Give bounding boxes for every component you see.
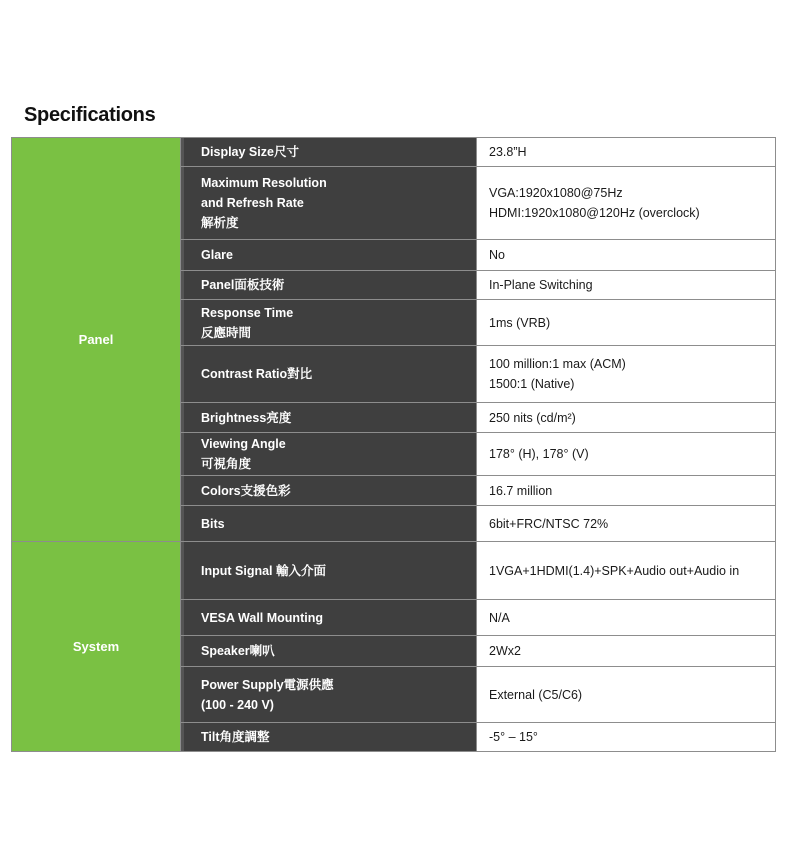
group-system	[12, 542, 775, 751]
spec-value: 1VGA+1HDMI(1.4)+SPK+Audio out+Audio in	[477, 542, 775, 599]
spec-row	[181, 636, 775, 667]
category-label: Panel	[12, 138, 181, 541]
spec-value: 2Wx2	[477, 636, 775, 666]
spec-value: 1ms (VRB)	[477, 300, 775, 345]
spec-row	[181, 403, 775, 433]
page-title: Specifications	[24, 104, 156, 126]
spec-row	[181, 240, 775, 271]
spec-row	[181, 300, 775, 346]
spec-label: Tilt角度調整	[181, 723, 477, 751]
group-panel	[12, 138, 775, 542]
spec-value: VGA:1920x1080@75Hz HDMI:1920x1080@120Hz (overclock)	[477, 167, 775, 239]
category-label: System	[12, 542, 181, 751]
spec-value: External (C5/C6)	[477, 667, 775, 722]
spec-label: Maximum Resolution and Refresh Rate 解析度	[181, 167, 477, 239]
spec-label: Input Signal 輸入介面	[181, 542, 477, 599]
specifications-table	[11, 137, 776, 752]
spec-label: Power Supply電源供應 (100 - 240 V)	[181, 667, 477, 722]
spec-label: Response Time 反應時間	[181, 300, 477, 345]
spec-value: N/A	[477, 600, 775, 635]
spec-value: 100 million:1 max (ACM) 1500:1 (Native)	[477, 346, 775, 402]
spec-value: -5° – 15°	[477, 723, 775, 751]
spec-label: Contrast Ratio對比	[181, 346, 477, 402]
spec-label: Brightness亮度	[181, 403, 477, 432]
spec-value: 23.8”H	[477, 138, 775, 166]
spec-label: Speaker喇叭	[181, 636, 477, 666]
spec-label: Display Size尺寸	[181, 138, 477, 166]
spec-label: VESA Wall Mounting	[181, 600, 477, 635]
spec-row	[181, 723, 775, 751]
spec-label: Colors支援色彩	[181, 476, 477, 505]
spec-label: Glare	[181, 240, 477, 270]
spec-row	[181, 138, 775, 167]
spec-row	[181, 476, 775, 506]
spec-value: 178° (H), 178° (V)	[477, 433, 775, 475]
spec-row	[181, 271, 775, 300]
spec-row	[181, 600, 775, 636]
spec-value: In-Plane Switching	[477, 271, 775, 299]
spec-label: Viewing Angle 可視角度	[181, 433, 477, 475]
spec-row	[181, 433, 775, 476]
spec-row	[181, 667, 775, 723]
spec-value: 6bit+FRC/NTSC 72%	[477, 506, 775, 541]
spec-row	[181, 542, 775, 600]
spec-value: 250 nits (cd/m²)	[477, 403, 775, 432]
spec-row	[181, 506, 775, 541]
spec-label: Panel面板技術	[181, 271, 477, 299]
spec-row	[181, 346, 775, 403]
spec-label: Bits	[181, 506, 477, 541]
spec-row	[181, 167, 775, 240]
spec-value: 16.7 million	[477, 476, 775, 505]
spec-value: No	[477, 240, 775, 270]
